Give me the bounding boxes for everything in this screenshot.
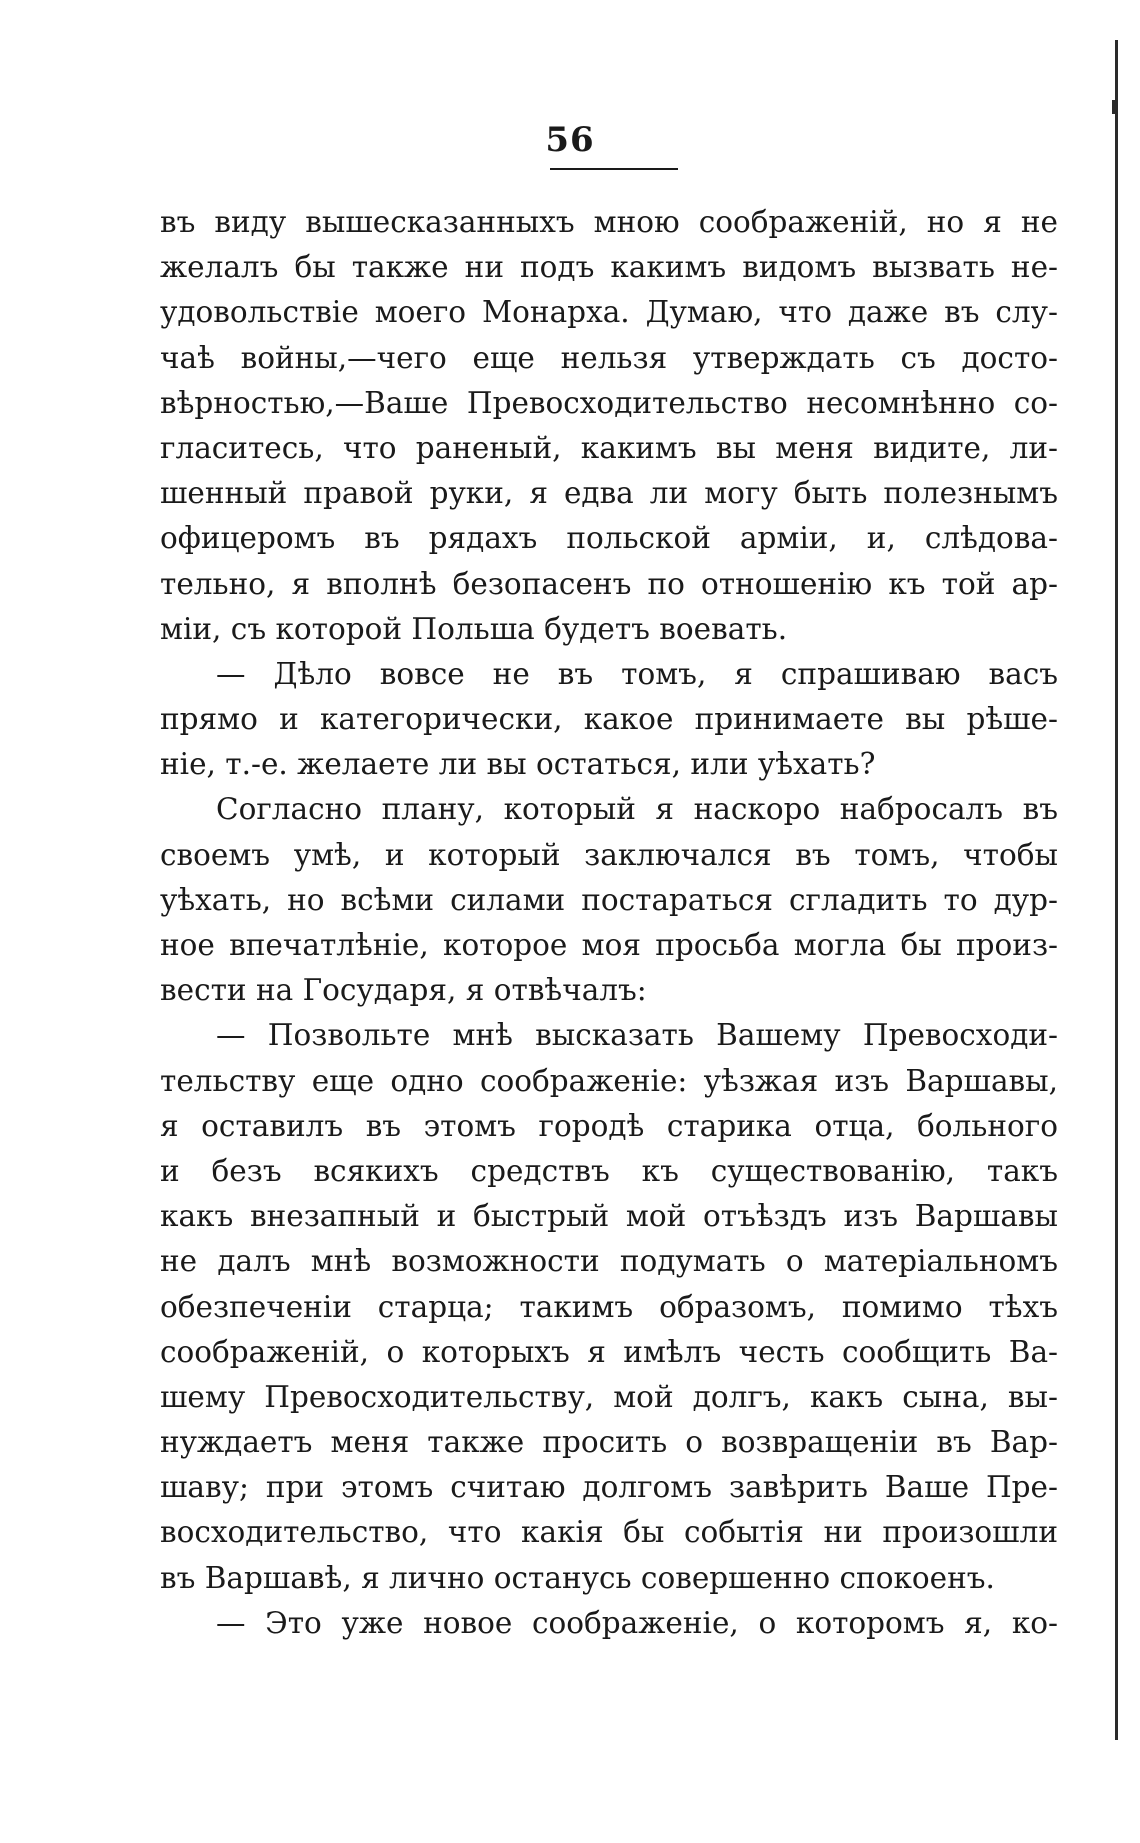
text-line: желалъ бы также ни подъ какимъ видомъ вызвать не- [160, 250, 1058, 285]
text-line: своемъ умѣ, и который заключался въ томъ, чтобы [160, 837, 1058, 872]
text-line: въ виду вышесказанныхъ мною соображеній, но я не [160, 205, 1058, 239]
text-line: ное впечатлѣніе, которое моя просьба могла бы произ- [160, 928, 1058, 962]
text-line: восходительство, что какія бы событія ни произошли [160, 1515, 1058, 1550]
text-line: вѣрностью,—Ваше Превосходительство несомнѣнно со- [160, 385, 1058, 420]
text-line: соображеній, о которыхъ я имѣлъ честь сообщить Ва- [160, 1334, 1058, 1369]
text-line: — Дѣло вовсе не въ томъ, я спрашиваю васъ [216, 656, 1058, 691]
text-line: — Это уже новое соображеніе, о которомъ я, ко- [216, 1605, 1058, 1640]
text-line: шенный правой руки, я едва ли могу быть полезнымъ [160, 476, 1058, 511]
text-line: въ Варшавѣ, я лично останусь совершенно спокоенъ. [160, 1560, 995, 1595]
text-line: тельно, я вполнѣ безопасенъ по отношенію къ той ар- [160, 566, 1058, 601]
text-line: и безъ всякихъ средствъ къ существованію, такъ [160, 1153, 1058, 1188]
text-line: Согласно плану, который я наскоро набросалъ въ [216, 792, 1058, 827]
text-line: ніе, т.-е. желаете ли вы остаться, или уѣхать? [160, 747, 876, 782]
page-number-underline [550, 168, 678, 170]
text-line: вести на Государя, я отвѣчалъ: [160, 973, 647, 1008]
text-line: гласитесь, что раненый, какимъ вы меня видите, ли- [160, 430, 1058, 465]
text-line: прямо и категорически, какое принимаете вы рѣше- [160, 702, 1058, 737]
page-edge-mark [1112, 100, 1118, 114]
text-line: не далъ мнѣ возможности подумать о матеріальномъ [160, 1244, 1058, 1279]
body-text [160, 200, 1058, 1646]
text-line: тельству еще одно соображеніе: уѣзжая изъ Варшавы, [160, 1063, 1058, 1098]
text-line: чаѣ войны,—чего еще нельзя утверждать съ досто- [160, 340, 1058, 375]
text-line: шему Превосходительству, мой долгъ, какъ сына, вы- [160, 1379, 1058, 1414]
text-line: я оставилъ въ этомъ городѣ старика отца, больного [160, 1108, 1058, 1143]
text-line: шаву; при этомъ считаю долгомъ завѣрить Ваше Пре- [160, 1470, 1058, 1505]
text-line: офицеромъ въ рядахъ польской арміи, и, слѣдова- [160, 521, 1058, 556]
text-line: удовольствіе моего Монарха. Думаю, что даже въ слу- [160, 295, 1058, 330]
text-line: — Позвольте мнѣ высказать Вашему Превосходи- [216, 1018, 1058, 1053]
text-line: уѣхать, но всѣми силами постараться сгладить то дур- [160, 882, 1058, 917]
text-line: обезпеченіи старца; такимъ образомъ, помимо тѣхъ [160, 1289, 1058, 1324]
page-edge-rule [1115, 40, 1118, 1740]
text-line: міи, съ которой Польша будетъ воевать. [160, 611, 788, 646]
text-line: нуждаетъ меня также просить о возвращеніи въ Вар- [160, 1425, 1058, 1460]
text-line: какъ внезапный и быстрый мой отъѣздъ изъ Варшавы [160, 1199, 1058, 1234]
page-number: 56 [545, 120, 595, 160]
